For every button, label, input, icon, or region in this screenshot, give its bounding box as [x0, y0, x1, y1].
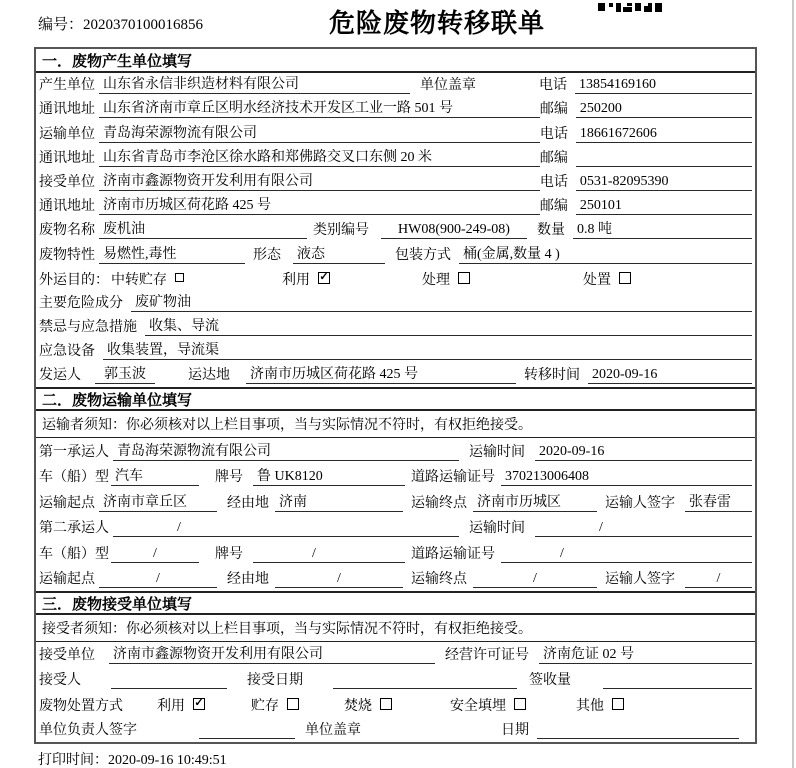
consignor-value: 郭玉波: [95, 363, 155, 384]
route-origin-value: 济南市章丘区: [99, 491, 217, 512]
road-permit-label: 道路运输证号: [411, 470, 495, 486]
address-value: 山东省济南市章丘区明水经济技术开发区工业一路 501 号: [99, 97, 540, 118]
purpose-disposal-checkbox: [619, 272, 631, 284]
disposal-landfill-checkbox: [514, 698, 526, 710]
row-disposal-method: [36, 692, 755, 717]
route-via-value: /: [275, 571, 403, 588]
packing-label: 包装方式: [395, 247, 451, 263]
section3-header: 三．废物接受单位填写: [36, 591, 755, 615]
responsible-signature-label: 单位负责人签字: [39, 723, 137, 739]
row-receiver-address: [36, 194, 755, 218]
waste-name-label: 废物名称: [39, 223, 95, 239]
row-transfer-purpose: [36, 267, 755, 291]
transfer-time-value: 2020-09-16: [588, 367, 752, 384]
received-amount-value: [603, 688, 752, 689]
address-label: 通讯地址: [39, 150, 95, 166]
accept-date-value: [333, 688, 517, 689]
purpose-reuse-checkbox: ✓: [319, 270, 329, 283]
carrier-signature-value: /: [685, 571, 752, 588]
first-carrier-value: 青岛海荣源物流有限公司: [113, 440, 459, 461]
plate-number-label: 牌号: [215, 546, 243, 562]
quantity-value: 0.8 吨: [573, 218, 752, 239]
row-producer: [36, 73, 755, 97]
plate-number-value: /: [253, 546, 405, 563]
purpose-option-storage-label: 中转贮存: [111, 272, 167, 288]
date-value: [537, 738, 739, 739]
row-transporter-address: [36, 146, 755, 170]
transport-time-label: 运输时间: [469, 444, 525, 460]
emergency-measures-value: 收集、导流: [145, 315, 752, 336]
waste-name-value: 废机油: [99, 218, 307, 239]
print-time-value: 2020-09-16 10:49:51: [108, 753, 227, 768]
disposal-incineration-label: 焚烧: [344, 698, 372, 714]
unit-stamp-label: 单位盖章: [305, 723, 361, 739]
purpose-storage-checkbox: [175, 273, 184, 282]
disposal-reuse-checkbox: ✓: [194, 696, 204, 709]
disposal-other-checkbox: [612, 698, 624, 710]
received-amount-label: 签收量: [529, 673, 571, 689]
disposal-method-label: 废物处置方式: [39, 698, 123, 714]
route-via-value: 济南: [275, 491, 403, 512]
transporter-value: 青岛海荣源物流有限公司: [99, 122, 540, 143]
carrier-signature-value: 张春雷: [685, 491, 752, 512]
accepting-unit-label: 接受单位: [39, 648, 95, 664]
phone-value: 0531-82095390: [576, 174, 752, 191]
category-code-label: 类别编号: [313, 223, 369, 239]
qr-code-fragment: [598, 0, 662, 18]
address-value: 济南市历城区荷花路 425 号: [99, 194, 540, 215]
print-time-label: 打印时间：: [38, 753, 108, 768]
phone-value: 18661672606: [576, 126, 752, 143]
destination-value: 济南市历城区荷花路 425 号: [246, 363, 516, 384]
business-permit-label: 经营许可证号: [445, 648, 529, 664]
row-waste-name: [36, 218, 755, 242]
zip-label: 邮编: [539, 150, 568, 166]
responsible-signature-value: [199, 738, 295, 739]
acceptor-label: 接受人: [39, 673, 81, 689]
vehicle-type-value: 汽车: [111, 465, 199, 486]
destination-label: 运达地: [188, 368, 230, 384]
row-emergency-measures: [36, 315, 755, 339]
address-label: 通讯地址: [39, 102, 95, 118]
transfer-manifest-form: [34, 47, 757, 744]
date-label: 日期: [501, 723, 529, 739]
category-code-value: HW08(900-249-08): [381, 222, 527, 239]
row-acceptor: [36, 667, 755, 692]
zip-value: 250101: [576, 198, 752, 215]
row-receiver: [36, 170, 755, 194]
row-first-vehicle: [36, 464, 755, 490]
section3-notice: 接受者须知：你必须核对以上栏目事项，当与实际情况不符时，有权拒绝接受。: [36, 615, 755, 642]
route-origin-value: /: [99, 571, 217, 588]
second-carrier-value: /: [113, 520, 459, 537]
disposal-storage-label: 贮存: [251, 698, 279, 714]
serial-value: 2020370100016856: [83, 17, 204, 33]
print-time-line: [38, 749, 227, 768]
row-consignor: [36, 363, 755, 387]
section1-body: [36, 73, 755, 387]
plate-number-label: 牌号: [215, 470, 243, 486]
vehicle-type-value: /: [111, 546, 199, 563]
purpose-option-reuse-label: 利用: [282, 272, 310, 288]
packing-value: 桶(金属,数量 4 ): [459, 243, 752, 264]
physical-form-value: 液态: [293, 243, 385, 264]
row-first-route: [36, 489, 755, 515]
phone-label: 电话: [539, 174, 568, 190]
hazard-component-value: 废矿物油: [131, 291, 752, 312]
phone-value: 13854169160: [575, 77, 752, 94]
zip-value: [576, 166, 752, 167]
purpose-option-treatment-label: 处理: [422, 272, 450, 288]
road-permit-label: 道路运输证号: [411, 546, 495, 562]
accepting-unit-value: 济南市鑫源物资开发利用有限公司: [109, 643, 435, 664]
zip-label: 邮编: [539, 102, 568, 118]
row-second-vehicle: [36, 540, 755, 566]
transport-time-value: /: [535, 520, 752, 537]
zip-label: 邮编: [539, 199, 568, 215]
road-permit-value: /: [501, 546, 752, 563]
row-accepting-unit: [36, 642, 755, 667]
row-producer-address: [36, 97, 755, 121]
section3-body: [36, 642, 755, 742]
disposal-other-label: 其他: [576, 698, 604, 714]
transporter-label: 运输单位: [39, 126, 95, 142]
section1-header: 一．废物产生单位填写: [36, 49, 755, 73]
route-via-label: 经由地: [227, 495, 269, 511]
phone-label: 电话: [539, 126, 568, 142]
row-first-carrier: [36, 438, 755, 464]
row-emergency-equipment: [36, 339, 755, 363]
second-carrier-label: 第二承运人: [39, 521, 109, 537]
serial-label: 编号：: [38, 17, 84, 33]
row-second-carrier: [36, 515, 755, 541]
row-hazard-component: [36, 291, 755, 315]
business-permit-value: 济南危证 02 号: [539, 643, 752, 664]
unit-stamp-label: 单位盖章: [420, 78, 476, 94]
hazard-component-label: 主要危险成分: [39, 295, 123, 311]
first-carrier-label: 第一承运人: [39, 444, 109, 460]
consignor-label: 发运人: [39, 368, 81, 384]
plate-number-value: 鲁 UK8120: [253, 465, 405, 486]
producer-value: 山东省永信非织造材料有限公司: [99, 73, 410, 94]
physical-form-label: 形态: [253, 247, 281, 263]
row-waste-character: [36, 242, 755, 266]
purpose-treatment-checkbox: [458, 272, 470, 284]
road-permit-value: 370213006408: [501, 469, 752, 486]
address-value: 山东省青岛市李沧区徐水路和郑佛路交叉口东侧 20 米: [99, 146, 540, 167]
carrier-signature-label: 运输人签字: [605, 495, 675, 511]
accept-date-label: 接受日期: [247, 673, 303, 689]
purpose-option-disposal-label: 处置: [583, 272, 611, 288]
vehicle-type-label: 车（船）型: [39, 470, 109, 486]
disposal-storage-checkbox: [287, 698, 299, 710]
disposal-incineration-checkbox: [380, 698, 392, 710]
section2-body: [36, 438, 755, 591]
carrier-signature-label: 运输人签字: [605, 572, 675, 588]
purpose-label: 外运目的：: [39, 272, 109, 288]
route-origin-label: 运输起点: [39, 572, 95, 588]
route-end-label: 运输终点: [411, 572, 467, 588]
row-transporter: [36, 121, 755, 145]
quantity-label: 数量: [537, 223, 565, 239]
disposal-landfill-label: 安全填埋: [450, 698, 506, 714]
receiver-label: 接受单位: [39, 174, 95, 190]
receiver-value: 济南市鑫源物资开发利用有限公司: [99, 170, 540, 191]
emergency-equipment-label: 应急设备: [39, 344, 95, 360]
page-edge-line: [792, 0, 794, 768]
emergency-measures-label: 禁忌与应急措施: [39, 320, 137, 336]
producer-label: 产生单位: [39, 78, 95, 94]
transport-time-value: 2020-09-16: [535, 444, 752, 461]
route-end-label: 运输终点: [411, 495, 467, 511]
disposal-reuse-label: 利用: [157, 698, 185, 714]
address-label: 通讯地址: [39, 199, 95, 215]
route-origin-label: 运输起点: [39, 495, 95, 511]
page-title: 危险废物转移联单: [329, 8, 546, 38]
acceptor-value: [111, 688, 227, 689]
emergency-equipment-value: 收集装置，导流渠: [103, 339, 752, 360]
waste-character-label: 废物特性: [39, 247, 95, 263]
section2-header: 二．废物运输单位填写: [36, 387, 755, 411]
vehicle-type-label: 车（船）型: [39, 546, 109, 562]
transfer-time-label: 转移时间: [524, 368, 580, 384]
section2-notice: 运输者须知：你必须核对以上栏目事项，当与实际情况不符时，有权拒绝接受。: [36, 411, 755, 438]
phone-label: 电话: [539, 78, 567, 94]
row-second-route: [36, 566, 755, 592]
route-end-value: 济南市历城区: [473, 491, 597, 512]
serial-number-line: [38, 13, 203, 34]
route-end-value: /: [473, 571, 597, 588]
route-via-label: 经由地: [227, 572, 269, 588]
row-responsible-signature: [36, 717, 755, 742]
transport-time-label: 运输时间: [469, 521, 525, 537]
zip-value: 250200: [576, 101, 752, 118]
waste-character-value: 易燃性,毒性: [99, 243, 245, 264]
